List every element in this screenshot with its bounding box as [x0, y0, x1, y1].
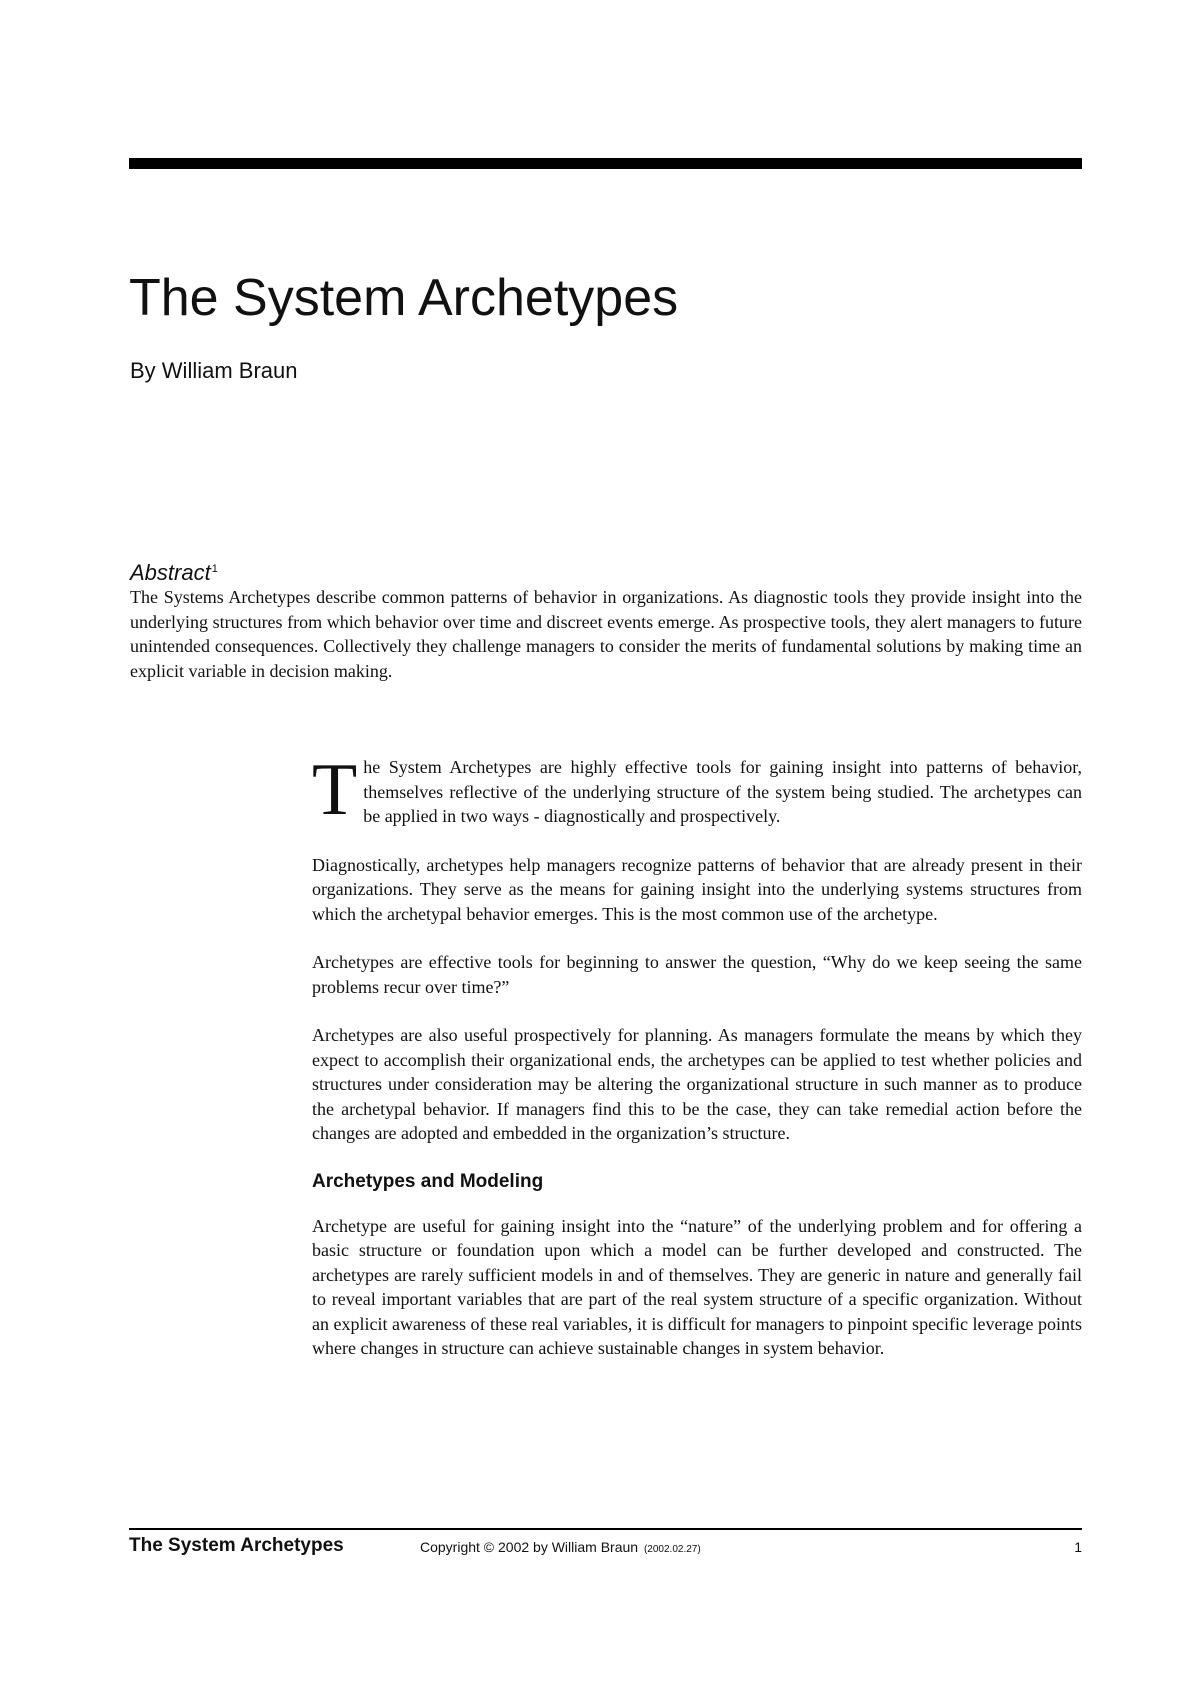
- modeling-paragraph: Archetype are useful for gaining insight into the “nature” of the underlying problem and for offering a basic structure or foundation upon which a model can be further developed and constructed. The archetypes are rarely sufficient models in and of themselves. They are generic in nature and generally fail to reveal important variables that are part of the real system structure of a specific organization. Without an explicit awareness of these real variables, it is difficult for managers to pinpoint specific leverage points where changes in structure can achieve sustainable changes in system behavior.: [312, 1215, 1082, 1358]
- prospective-paragraph: Archetypes are also useful prospectively for planning. As managers formulate the means by which they expect to accomplish their organizational ends, the archetypes can be applied to test whether policies and structures under consideration may be altering the organizational structure in such manner as to produce the archetypal behavior. If managers find this to be the case, they can take remedial action before the changes are adopted and embedded in the organization’s structure.: [312, 1025, 1082, 1143]
- page-number: 1: [1074, 1539, 1082, 1555]
- abstract-heading: [130, 556, 218, 586]
- document-title: The System Archetypes: [129, 269, 679, 327]
- footnote-marker[interactable]: 1: [211, 563, 218, 575]
- question-paragraph: Archetypes are effective tools for beginning to answer the question, “Why do we keep seeing the same problems recur over time?”: [312, 952, 1082, 997]
- intro-paragraph: [312, 749, 1082, 831]
- author-byline: By William Braun: [130, 358, 298, 383]
- section-heading: Archetypes and Modeling: [312, 1170, 544, 1192]
- revision-date: (2002.02.27): [643, 1544, 701, 1555]
- abstract-heading-text: Abstract: [130, 560, 211, 585]
- main-column: [312, 749, 1082, 1385]
- footer-rule: [129, 1528, 1082, 1530]
- drop-cap: T: [312, 749, 358, 831]
- intro-paragraph-text: he System Archetypes are highly effective tools for gaining insight into patterns of behavior, themselves reflective of the underlying structure of the system being studied. The archetypes can be applied in two ways - diagnostically and prospectively.: [363, 757, 1082, 826]
- copyright-text: Copyright © 2002 by William Braun: [420, 1539, 639, 1555]
- footer-title: The System Archetypes: [129, 1535, 344, 1556]
- top-rule: [129, 158, 1082, 169]
- diagnostic-paragraph: Diagnostically, archetypes help managers recognize patterns of behavior that are already present in their organizations. They serve as the means for gaining insight into the underlying systems structures from which the archetypal behavior emerges. This is the most common use of the archetype.: [312, 854, 1082, 924]
- footer-copyright: [420, 1537, 701, 1560]
- abstract-text: The Systems Archetypes describe common patterns of behavior in organizations. As diagnostic tools they provide insight into the underlying structures from which behavior over time and discreet events emerge. As prospective tools, they alert managers to future unintended consequences. Collectively they challenge managers to consider the merits of fundamental solutions by making time an explicit variable in decision making.: [130, 587, 1082, 681]
